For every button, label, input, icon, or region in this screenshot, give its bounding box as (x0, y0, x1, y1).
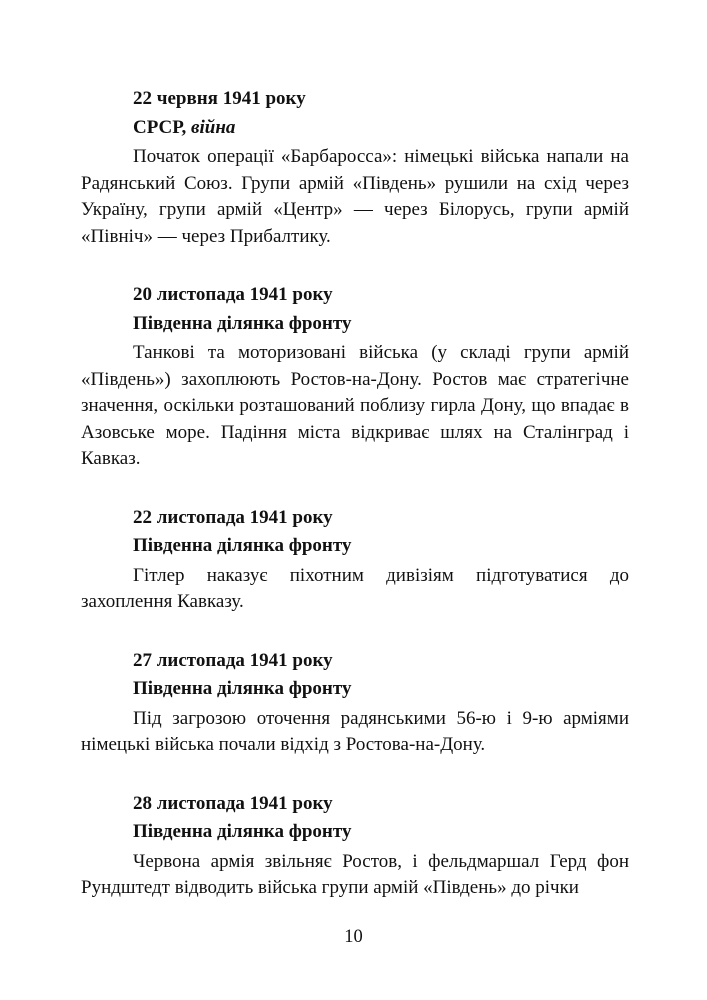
entry-subtitle (81, 115, 629, 142)
entry-subtitle: Південна ділянка фронту (133, 821, 352, 842)
entry-body: Гітлер наказує піхотним дивізіям підготуватися до захоплення Кавказу. (81, 564, 629, 612)
entry-subtitle: Південна ділянка фронту (133, 535, 352, 556)
entry-date: 22 червня 1941 року (133, 88, 306, 109)
entry-tag: війна (191, 116, 236, 138)
entry-place: СРСР, (133, 116, 187, 138)
entry-body: Початок операції «Барбаросса»: німецькі війська напали на Радянський Союз. Групи армій «Південь» рушили на схід через Україну, групи армій «Центр» — через Білорусь, групи армій «Північ» — через Прибалтику. (81, 146, 629, 247)
entry-date: 27 листопада 1941 року (133, 649, 333, 671)
entry-date: 28 листопада 1941 року (133, 792, 333, 814)
page-number: 10 (344, 927, 363, 947)
entry-subtitle: Південна ділянка фронту (133, 678, 352, 699)
entry-date: 20 листопада 1941 року (133, 284, 333, 305)
entry-subtitle: Південна ділянка фронту (133, 312, 352, 334)
chronology-entry (81, 282, 629, 473)
chronology-entry (81, 648, 629, 759)
entry-body: Червона армія звільняє Ростов, і фельдмаршал Герд фон Рундштедт відводить війська групи армій «Південь» до річки (81, 850, 629, 898)
chronology-entry (81, 791, 629, 902)
chronology-entry (81, 86, 629, 250)
page-content (81, 86, 629, 934)
entry-body: Під загрозою оточення радянськими 56-ю і 9-ю арміями німецькі війська почали відхід з Ростова-на-Дону. (81, 707, 629, 755)
entry-body: Танкові та моторизовані війська (у складі групи армій «Південь») захоплюють Ростов-на-Дону. Ростов має стратегічне значення, оскільки розташований поблизу гирла Дону, що впадає в Азовське море. Падіння міста відкриває шлях на Сталінград і Кавказ. (81, 342, 629, 469)
entry-date: 22 листопада 1941 року (133, 506, 333, 528)
chronology-entry (81, 505, 629, 616)
